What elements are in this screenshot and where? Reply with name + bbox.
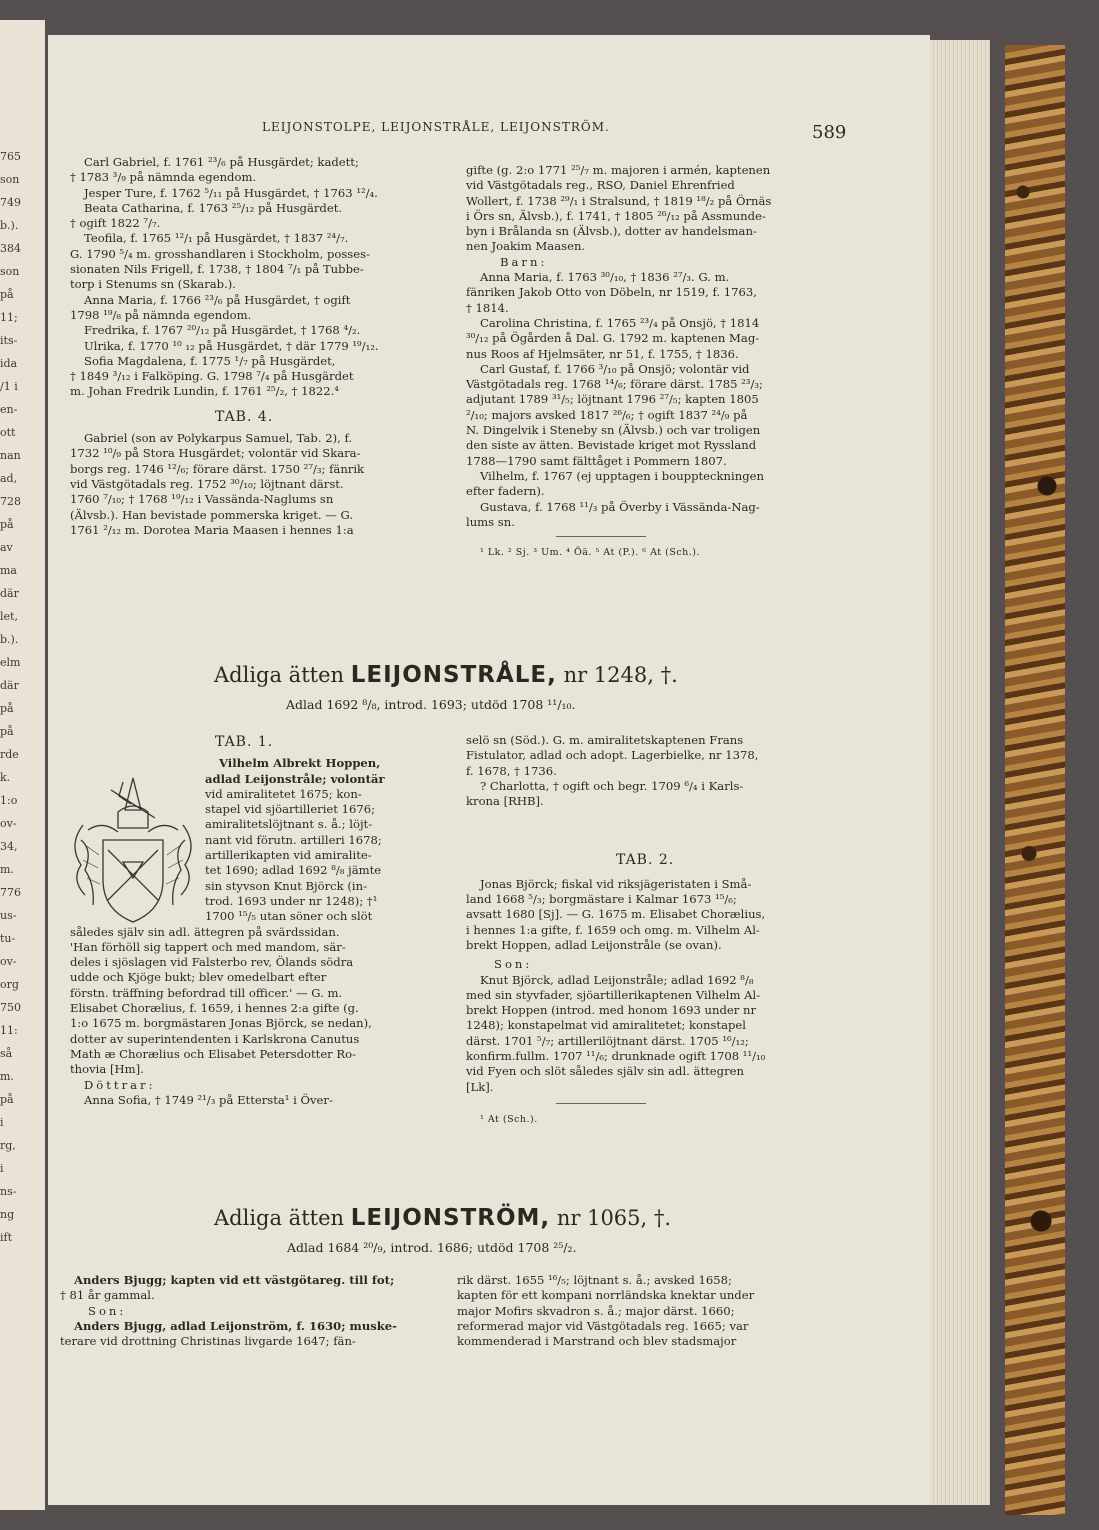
text-line: krona [RHB]. bbox=[466, 794, 544, 809]
text-line: Teofila, f. 1765 ¹²/₁ på Husgärdet, † 1837 ²⁴/₇. bbox=[84, 231, 349, 246]
text-line: 'Han förhöll sig tappert och med mandom, sär- bbox=[70, 939, 346, 954]
text-line: † ogift 1822 ⁷/₇. bbox=[70, 216, 161, 231]
text-line: nant vid förutn. artilleri 1678; bbox=[205, 832, 382, 847]
leijonstrom-left-text-2 bbox=[60, 1319, 432, 1350]
text-line: 1788—1790 samt fälttåget i Pommern 1807. bbox=[466, 453, 727, 468]
heading-number: nr 1065, †. bbox=[556, 1206, 672, 1230]
leijonstrom-subheading: Adlad 1684 ²⁰/₉, introd. 1686; utdöd 1708 ²⁵/₂. bbox=[287, 1240, 577, 1255]
text-line: den siste av ätten. Bevistade kriget mot Ryssland bbox=[466, 438, 757, 453]
leijonstrale-right-column bbox=[466, 733, 838, 1127]
prev-page-fragment: m. bbox=[0, 863, 14, 876]
prev-page-fragment: ov- bbox=[0, 817, 17, 830]
text-line: adjutant 1789 ³¹/₅; löjtnant 1796 ²⁷/₅; kapten 1805 bbox=[466, 392, 759, 407]
prev-page-fragment: 1:o bbox=[0, 794, 18, 807]
text-line: thovia [Hm]. bbox=[70, 1062, 144, 1077]
heading-prefix: Adliga ätten bbox=[214, 1206, 345, 1230]
prev-page-fragment: ift bbox=[0, 1231, 13, 1244]
text-line: Knut Björck, adlad Leijonstråle; adlad 1692 ⁸/₈ bbox=[480, 972, 754, 987]
text-line: adlad Leijonstråle; volontär bbox=[205, 771, 385, 786]
leijonstrale-heading bbox=[214, 662, 678, 688]
text-line: Math æ Chorælius och Elisabet Petersdotter Ro- bbox=[70, 1046, 357, 1061]
prev-page-fragment: tu- bbox=[0, 932, 16, 945]
leijonstrom-son-heading: Son: bbox=[88, 1303, 127, 1318]
prev-page-fragment: 728 bbox=[0, 495, 21, 508]
barn-text bbox=[466, 270, 838, 530]
section1-right-column bbox=[466, 163, 838, 560]
text-line: Jonas Björck; fiskal vid riksjägeristaten i Små- bbox=[480, 876, 752, 891]
text-line: ³⁰/₁₂ på Ögården å Dal. G. 1792 m. kaptenen Mag- bbox=[466, 331, 760, 346]
leijonstrom-left-text bbox=[60, 1273, 432, 1304]
text-line: gifte (g. 2:o 1771 ²⁵/₇ m. majoren i armén, kaptenen bbox=[466, 163, 771, 177]
prev-page-fragment: rde bbox=[0, 748, 19, 761]
text-line: selö sn (Söd.). G. m. amiralitetskaptenen Frans bbox=[466, 733, 744, 747]
tab4-heading: TAB. 4. bbox=[215, 408, 274, 425]
text-line: Västgötadals reg. 1768 ¹⁴/₆; förare därst. 1785 ²³/₃; bbox=[466, 377, 763, 392]
prev-page-fragment: i bbox=[0, 1162, 4, 1175]
text-line: konfirm.fullm. 1707 ¹¹/₆; drunknade ogift 1708 ¹¹/₁₀ bbox=[466, 1049, 766, 1064]
prev-page-fragment: där bbox=[0, 679, 19, 692]
text-line: dotter av superintendenten i Karlskrona Canutus bbox=[70, 1031, 360, 1046]
text-line: brekt Hoppen (introd. med honom 1693 under nr bbox=[466, 1003, 756, 1018]
text-line: borgs reg. 1746 ¹²/₆; förare därst. 1750 ²⁷/₃; fänrik bbox=[70, 461, 365, 476]
leijonstrom-right-text bbox=[457, 1273, 829, 1349]
prev-page-fragment: 11: bbox=[0, 1024, 18, 1037]
text-line: Fistulator, adlad och adopt. Lagerbielke, nr 1378, bbox=[466, 748, 759, 763]
prev-page-fragment: 750 bbox=[0, 1001, 21, 1014]
heading-prefix: Adliga ätten bbox=[214, 663, 345, 687]
text-line: (Älvsb.). Han bevistade pommerska kriget. — G. bbox=[70, 507, 354, 522]
text-line: rik därst. 1655 ¹⁶/₅; löjtnant s. å.; avsked 1658; bbox=[457, 1273, 732, 1287]
text-line: därst. 1701 ⁵/₇; artillerilöjtnant därst. 1705 ¹⁶/₁₂; bbox=[466, 1033, 749, 1048]
text-line: med sin styvfader, sjöartillerikaptenen Vilhelm Al- bbox=[466, 987, 761, 1002]
text-line: nus Roos af Hjelmsäter, nr 51, f. 1755, † 1836. bbox=[466, 346, 739, 361]
tab1-heading: TAB. 1. bbox=[215, 734, 274, 750]
text-line: amiralitetslöjtnant s. å.; löjt- bbox=[205, 817, 373, 832]
prev-page-fragment: ns- bbox=[0, 1185, 17, 1198]
prev-page-fragment: ida bbox=[0, 357, 18, 370]
prev-page-fragment: 749 bbox=[0, 196, 21, 209]
text-line: [Lk]. bbox=[466, 1079, 494, 1094]
text-line: 1760 ⁷/₁₀; † 1768 ¹⁹/₁₂ i Vassända-Naglums sn bbox=[70, 492, 334, 507]
tab1-full-text bbox=[70, 925, 432, 1078]
leijonstrale-footnote: ¹ At (Sch.). bbox=[480, 1113, 538, 1125]
text-line: 1798 ¹⁹/₈ på nämnda egendom. bbox=[70, 307, 252, 322]
heading-number: nr 1248, †. bbox=[563, 663, 678, 687]
text-line: 1700 ¹⁵/₅ utan söner och slöt bbox=[205, 909, 373, 924]
text-line: Gustava, f. 1768 ¹¹/₃ på Överby i Vässända-Nag- bbox=[480, 499, 760, 514]
dottrar-line: Anna Sofia, † 1749 ²¹/₃ på Ettersta¹ i Över- bbox=[84, 1092, 333, 1107]
leijonstrom-right-column bbox=[457, 1273, 829, 1349]
text-line: tet 1690; adlad 1692 ⁸/₈ jämte bbox=[205, 863, 382, 878]
tab1-text bbox=[205, 756, 432, 924]
footnote-rule bbox=[556, 536, 646, 537]
prev-page-fragment: its- bbox=[0, 334, 18, 347]
prev-page-fragment: ott bbox=[0, 426, 16, 439]
prev-page-fragment: us- bbox=[0, 909, 17, 922]
text-line: † 1783 ³/₉ på nämnda egendom. bbox=[70, 170, 257, 185]
text-line: land 1668 ⁵/₃; borgmästare i Kalmar 1673 ¹⁵/₆; bbox=[466, 892, 737, 907]
text-line: sionaten Nils Frigell, f. 1738, † 1804 ⁷/₁ på Tubbe- bbox=[70, 262, 364, 277]
text-line: Sofia Magdalena, f. 1775 ¹/₇ på Husgärdet, bbox=[84, 353, 336, 368]
text-line: † 1849 ³/₁₂ i Falköping. G. 1798 ⁷/₄ på Husgärdet bbox=[70, 369, 354, 384]
prev-page-fragment: rg, bbox=[0, 1139, 16, 1152]
leijonstrale-left-column bbox=[70, 735, 432, 1108]
prev-page-fragment: org bbox=[0, 978, 19, 991]
prev-page-fragment: 11; bbox=[0, 311, 18, 324]
prev-page-fragment: ov- bbox=[0, 955, 17, 968]
text-line: major Mofirs skvadron s. å.; major därst. 1660; bbox=[457, 1303, 735, 1318]
prev-page-fragment: nan bbox=[0, 449, 21, 462]
prev-page-fragment: en- bbox=[0, 403, 18, 416]
text-line: i Örs sn, Älvsb.), f. 1741, † 1805 ²⁶/₁₂ på Assmunde- bbox=[466, 208, 766, 223]
prev-page-fragment: 384 bbox=[0, 242, 21, 255]
dottrar-heading: Döttrar: bbox=[84, 1077, 156, 1092]
family-name: LEIJONSTRÅLE, bbox=[350, 662, 557, 688]
text-line: Gabriel (son av Polykarpus Samuel, Tab. 2), f. bbox=[84, 431, 353, 446]
prev-page-fragment: på bbox=[0, 1093, 14, 1106]
prev-page-fragment: b.). bbox=[0, 219, 19, 232]
text-line: Wollert, f. 1738 ²⁹/₁ i Stralsund, † 1819 ¹⁸/₂ på Örnäs bbox=[466, 193, 772, 208]
text-line: ²/₁₀; majors avsked 1817 ²⁶/₆; † ogift 1837 ²⁴/₉ på bbox=[466, 407, 748, 422]
son-heading: Son: bbox=[494, 957, 533, 972]
text-line: deles i sjöslagen vid Falsterbo rev, Ölands södra bbox=[70, 955, 354, 970]
text-line: f. 1678, † 1736. bbox=[466, 763, 557, 778]
tab2-text bbox=[466, 877, 838, 953]
text-line: artillerikapten vid amiralite- bbox=[205, 848, 372, 863]
text-line: stapel vid sjöartilleriet 1676; bbox=[205, 802, 376, 817]
text-line: Vilhelm Albrekt Hoppen, bbox=[219, 756, 381, 771]
prev-page-fragment: där bbox=[0, 587, 19, 600]
text-line: nen Joakim Maasen. bbox=[466, 239, 586, 254]
text-line: Carolina Christina, f. 1765 ²³/₄ på Onsjö, † 1814 bbox=[480, 315, 760, 330]
prev-page-fragment: m. bbox=[0, 1070, 14, 1083]
text-line: 1732 ¹⁰/₉ på Stora Husgärdet; volontär vid Skara- bbox=[70, 446, 361, 461]
text-line: Vilhelm, f. 1767 (ej upptagen i bouppteckningen bbox=[480, 468, 764, 483]
leijonstrale-subheading: Adlad 1692 ⁸/₈, introd. 1693; utdöd 1708 ¹¹/₁₀. bbox=[286, 697, 576, 712]
text-line: m. Johan Fredrik Lundin, f. 1761 ²⁵/₂, † 1822.⁴ bbox=[70, 384, 339, 399]
text-line: † 81 år gammal. bbox=[60, 1288, 155, 1303]
page-stack bbox=[930, 40, 990, 1505]
prev-page-fragment: 765 bbox=[0, 150, 21, 163]
prev-page-fragment: elm bbox=[0, 656, 21, 669]
section1-footnote: ¹ Lk. ² Sj. ³ Um. ⁴ Öä. ⁵ At (P.). ⁶ At (Sch.). bbox=[480, 547, 701, 559]
section1-right-text bbox=[466, 163, 838, 255]
prev-page-fragment: 34, bbox=[0, 840, 18, 853]
text-line: brekt Hoppen, adlad Leijonstråle (se ovan). bbox=[466, 937, 722, 952]
prev-page-fragment: på bbox=[0, 725, 14, 738]
text-line: Anna Maria, f. 1766 ²³/₆ på Husgärdet, † ogift bbox=[84, 292, 351, 307]
text-line: i hennes 1:a gifte, f. 1659 och omg. m. Vilhelm Al- bbox=[466, 922, 760, 937]
text-line: avsatt 1680 [Sj]. — G. 1675 m. Elisabet Chorælius, bbox=[466, 907, 766, 922]
text-line: byn i Brålanda sn (Älvsb.), dotter av handelsman- bbox=[466, 224, 757, 239]
text-line: 1761 ²/₁₂ m. Dorotea Maria Maasen i hennes 1:a bbox=[70, 522, 354, 537]
text-line: Ulrika, f. 1770 ¹⁰ ₁₂ på Husgärdet, † där 1779 ¹⁹/₁₂. bbox=[84, 338, 379, 353]
prev-page-fragment: av bbox=[0, 541, 13, 554]
prev-page-fragment: ad, bbox=[0, 472, 18, 485]
text-line: Beata Catharina, f. 1763 ²⁵/₁₂ på Husgärdet. bbox=[84, 200, 343, 215]
text-line: vid Fyen och slöt således själv sin adl. ättegren bbox=[466, 1064, 744, 1079]
prev-page-fragment: son bbox=[0, 265, 20, 278]
text-line: ? Charlotta, † ogift och begr. 1709 ⁶/₄ i Karls- bbox=[480, 778, 744, 793]
section1-left-column bbox=[70, 155, 432, 538]
text-line: vid Västgötadals reg., RSO, Daniel Ehrenfried bbox=[466, 178, 735, 193]
family-name: LEIJONSTRÖM, bbox=[350, 1205, 551, 1231]
leijonstrale-right-text bbox=[466, 733, 838, 809]
text-line: Fredrika, f. 1767 ²⁰/₁₂ på Husgärdet, † 1768 ⁴/₂. bbox=[84, 323, 361, 338]
text-line: förstn. träffning befordrad till officer.' — G. m. bbox=[70, 985, 343, 1000]
prev-page-fragment: så bbox=[0, 1047, 13, 1060]
page-number: 589 bbox=[812, 122, 847, 143]
prev-page-fragment: ng bbox=[0, 1208, 15, 1221]
text-line: Carl Gabriel, f. 1761 ²³/₆ på Husgärdet; kadett; bbox=[84, 155, 359, 169]
leijonstrom-left-column bbox=[60, 1273, 432, 1349]
prev-page-fragment: let, bbox=[0, 610, 18, 623]
text-line: 1:o 1675 m. borgmästaren Jonas Björck, se nedan), bbox=[70, 1016, 372, 1031]
prev-page-fragment: på bbox=[0, 288, 14, 301]
text-line: 1248); konstapelmat vid amiralitetet; konstapel bbox=[466, 1018, 746, 1033]
text-line: † 1814. bbox=[466, 300, 509, 315]
text-line: Anna Maria, f. 1763 ³⁰/₁₀, † 1836 ²⁷/₃. G. m. bbox=[480, 270, 730, 285]
previous-page-edge bbox=[0, 20, 45, 1510]
text-line: efter fadern). bbox=[466, 484, 545, 499]
prev-page-fragment: på bbox=[0, 702, 14, 715]
text-line: kommenderad i Marstrand och blev stadsmajor bbox=[457, 1334, 737, 1349]
barn-heading: Barn: bbox=[500, 254, 548, 269]
text-line: lums sn. bbox=[466, 514, 515, 529]
prev-page-fragment: b.). bbox=[0, 633, 19, 646]
text-line: terare vid drottning Christinas livgarde 1647; fän- bbox=[60, 1334, 356, 1349]
leijonstrom-heading bbox=[214, 1205, 671, 1231]
tab2-heading: TAB. 2. bbox=[616, 852, 675, 869]
text-line: Elisabet Chorælius, f. 1659, i hennes 2:a gifte (g. bbox=[70, 1001, 359, 1016]
text-line: torp i Stenums sn (Skarab.). bbox=[70, 277, 236, 292]
text-line: reformerad major vid Västgötadals reg. 1665; var bbox=[457, 1318, 749, 1333]
text-line: således själv sin adl. ättegren på svärdssidan. bbox=[70, 924, 340, 939]
text-line: Carl Gustaf, f. 1766 ³/₁₀ på Onsjö; volontär vid bbox=[480, 361, 750, 376]
tab4-text bbox=[70, 431, 432, 538]
prev-page-fragment: ma bbox=[0, 564, 17, 577]
prev-page-fragment: på bbox=[0, 518, 14, 531]
section1-left-text bbox=[70, 155, 432, 400]
text-line: kapten för ett kompani norrländska knektar under bbox=[457, 1288, 755, 1303]
text-line: N. Dingelvik i Steneby sn (Älvsb.) och var troligen bbox=[466, 423, 761, 438]
text-line: udde och Kjöge bukt; blev omedelbart efter bbox=[70, 970, 327, 985]
text-line: vid Västgötadals reg. 1752 ³⁰/₁₀; löjtnant därst. bbox=[70, 476, 344, 491]
footnote-rule-2 bbox=[556, 1103, 646, 1104]
text-line: fänriken Jakob Otto von Döbeln, nr 1519, f. 1763, bbox=[466, 285, 757, 300]
prev-page-fragment: 776 bbox=[0, 886, 21, 899]
text-line: G. 1790 ⁵/₄ m. grosshandlaren i Stockholm, posses- bbox=[70, 246, 370, 261]
text-line: Jesper Ture, f. 1762 ⁵/₁₁ på Husgärdet, † 1763 ¹²/₄. bbox=[84, 185, 378, 200]
running-head: LEIJONSTOLPE, LEIJONSTRÅLE, LEIJONSTRÖM. bbox=[262, 120, 610, 134]
prev-page-fragment: son bbox=[0, 173, 20, 186]
text-line: sin styvson Knut Björck (in- bbox=[205, 878, 367, 893]
prev-page-fragment: /1 i bbox=[0, 380, 18, 393]
text-line: Anders Bjugg, adlad Leijonström, f. 1630; muske- bbox=[74, 1318, 397, 1333]
text-line: trod. 1693 under nr 1248); †¹ bbox=[205, 893, 378, 908]
text-line: Anders Bjugg; kapten vid ett västgötareg. till fot; bbox=[74, 1273, 395, 1287]
text-line: vid amiralitetet 1675; kon- bbox=[205, 786, 362, 801]
book-spine bbox=[1005, 45, 1065, 1515]
prev-page-fragment: i bbox=[0, 1116, 4, 1129]
prev-page-fragment: k. bbox=[0, 771, 11, 784]
son-text bbox=[466, 973, 838, 1095]
